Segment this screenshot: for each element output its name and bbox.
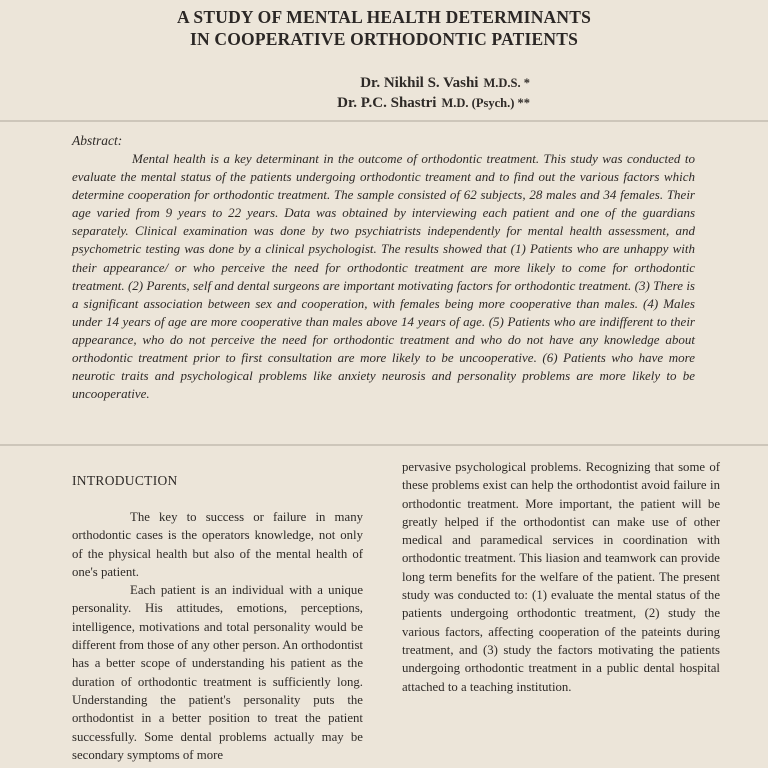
intro-paragraph-1: The key to success or failure in many orthodontic cases is the operators knowledge, not only of the physical health but also of the mental health of one's patient.	[72, 510, 363, 579]
author-name: Dr. P.C. Shastri	[337, 95, 437, 111]
paper-crease	[0, 444, 768, 446]
intro-paragraph-3: pervasive psychological problems. Recognizing that some of these problems exist can help the orthodontist avoid failure in orthodontic treatment. More important, the patient will be greatly helped if the orthodontist can make use of other medical and paramedical services in coordination with orthodontic treatment. This liasion and teamwork can provide long term benefits for the welfare of the patient. The present study was conducted to: (1) evaluate the mental status of the patients undergoing orthodontic treatment, (2) study the various factors, affecting cooperation of the pateints during treatment, and (3) study the factors motivating the patients undergoing orthodontic treatment in a public dental hospital attached to a teaching institution.	[402, 460, 720, 694]
title-line-2: IN COOPERATIVE ORTHODONTIC PATIENTS	[189, 29, 579, 49]
right-column	[402, 458, 720, 696]
left-column	[72, 472, 363, 764]
paper-crease	[0, 120, 768, 122]
author-2	[250, 93, 530, 113]
intro-paragraph-2: Each patient is an individual with a unique personality. His attitudes, emotions, perceptions, intelligence, motivations and total personality would be different from those of any other person. An orthodontist has a better scope of understanding his patient as the duration of orthodontic treatment is sufficiently long. Understanding the patient's personality puts the orthodontist in a better position to treat the patient successfully. Some dental problems actually may be secondary symptoms of more	[72, 583, 363, 762]
paper-title	[0, 6, 768, 50]
author-block	[250, 73, 530, 113]
title-line-1: A STUDY OF MENTAL HEALTH DETERMINANTS	[176, 7, 592, 27]
abstract-heading: Abstract:	[72, 133, 123, 148]
author-degree: M.D. (Psych.) **	[441, 96, 530, 110]
author-name: Dr. Nikhil S. Vashi	[360, 75, 479, 91]
abstract-text: Mental health is a key determinant in the outcome of orthodontic treatment. This study was conducted to evaluate the mental status of the patients undergoing orthodontic treament and to find out the various factors which determine cooperation for orthodontic treatment. The sample consisted of 62 subjects, 28 males and 34 females. Their age varied from 9 years to 22 years. Data was obtained by interviewing each patient and one of the guardians separately. Clinical examination was done by two psychiatrists independently for mental health assessment, and psychometric testing was done by a clinical psychologist. The results showed that (1) Patients who are unhappy with their appearance/ or who perceive the need for orthodontic treatment are more likely to come for orthodontic treatment. (2) Parents, self and dental surgeons are important motivating factors for orthodontic treatment. (3) There is a significant association between sex and cooperation, with females being more cooperative than males. (4) Males under 14 years of age are more cooperative than males above 14 years of age. (5) Patients who are indifferent to their appearance, who do not perceive the need for orthodontic treatment and who do not have any knowledge about orthodontic treatment prior to first consultation are more likely to be uncooperative. (6) Patients who have more neurotic traits and psychological problems like anxiety neurosis and personality problems are more likely to be uncooperative.	[72, 151, 695, 402]
author-degree: M.D.S. *	[483, 76, 530, 90]
introduction-heading: INTRODUCTION	[72, 473, 178, 488]
author-1	[250, 73, 530, 93]
